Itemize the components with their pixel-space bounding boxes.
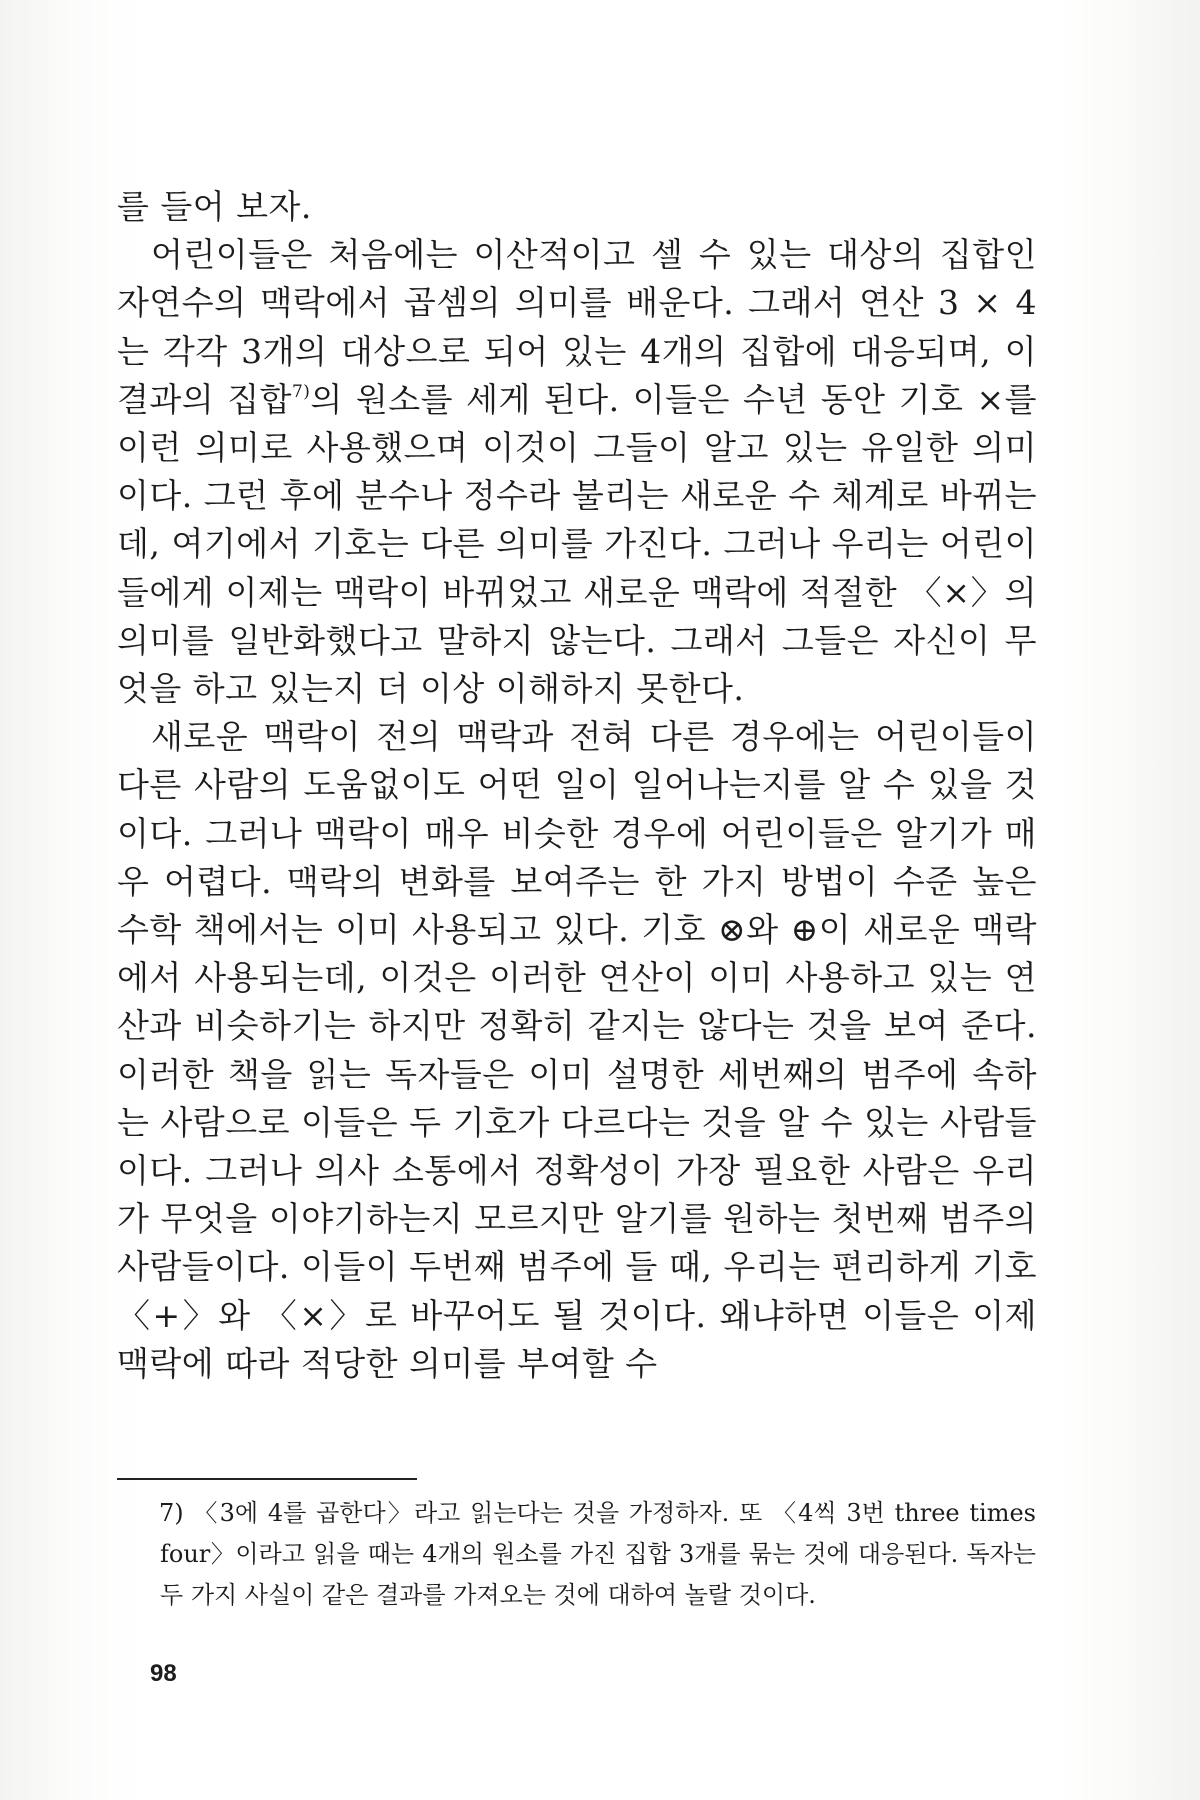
paragraph bbox=[117, 183, 1037, 231]
body-text bbox=[117, 183, 1037, 1388]
page-number: 98 bbox=[150, 1660, 177, 1687]
paragraph-text: 를 들어 보자. bbox=[117, 187, 312, 226]
paragraph-text: 새로운 맥락이 전의 맥락과 전혀 다른 경우에는 어린이들이 다른 사람의 도움없이도 어떤 일이 일어나는지를 알 수 있을 것이다. 그러나 맥락이 매우 비슷한 경우에 어린이들은 알기가 매우 어렵다. 맥락의 변화를 보여주는 한 가지 방법이 수준 높은 수학 책에서는 이미 사용되고 있다. 기호 ⊗와 ⊕이 새로운 맥락에서 사용되는데, 이것은 이러한 연산이 이미 사용하고 있는 연산과 비슷하기는 하지만 정확히 같지는 않다는 것을 보여 준다. 이러한 책을 읽는 독자들은 이미 설명한 세번째의 범주에 속하는 사람으로 이들은 두 기호가 다르다는 것을 알 수 있는 사람들이다. 그러나 의사 소통에서 정확성이 가장 필요한 사람은 우리가 무엇을 이야기하는지 모르지만 알기를 원하는 첫번째 범주의 사람들이다. 이들이 두번째 범주에 들 때, 우리는 편리하게 기호〈+〉와 〈×〉로 바꾸어도 될 것이다. 왜냐하면 이들은 이제 맥락에 따라 적당한 의미를 부여할 수 bbox=[117, 717, 1037, 1383]
paragraph bbox=[117, 231, 1037, 713]
paragraph-text: 어린이들은 처음에는 이산적이고 셀 수 있는 대상의 집합인 자연수의 맥락에서 곱셈의 의미를 배운다. 그래서 연산 3 × 4 는 각각 3개의 대상으로 되어 있는 4개의 집합에 대응되며, 이 결과의 집합 bbox=[117, 235, 1037, 419]
footnote-reference: 7) bbox=[291, 381, 311, 402]
paragraph-text: 의 원소를 세게 된다. 이들은 수년 동안 기호 ×를 이런 의미로 사용했으며 이것이 그들이 알고 있는 유일한 의미이다. 그런 후에 분수나 정수라 불리는 새로운 수 체계로 바뀌는데, 여기에서 기호는 다른 의미를 가진다. 그러나 우리는 어린이들에게 이제는 맥락이 바뀌었고 새로운 맥락에 적절한 〈×〉의 의미를 일반화했다고 말하지 않는다. 그래서 그들은 자신이 무엇을 하고 있는지 더 이상 이해하지 못한다. bbox=[117, 379, 1037, 709]
paragraph bbox=[117, 713, 1037, 1388]
footnote: 7) 〈3에 4를 곱한다〉라고 읽는다는 것을 가정하자. 또 〈4씩 3번 three times four〉이라고 읽을 때는 4개의 원소를 가진 집합 3개를 묶는 것에 대응된다. 독자는 두 가지 사실이 같은 결과를 가져오는 것에 대하여 놀랄 것이다. bbox=[159, 1499, 1036, 1609]
footnote-divider bbox=[117, 1478, 417, 1480]
